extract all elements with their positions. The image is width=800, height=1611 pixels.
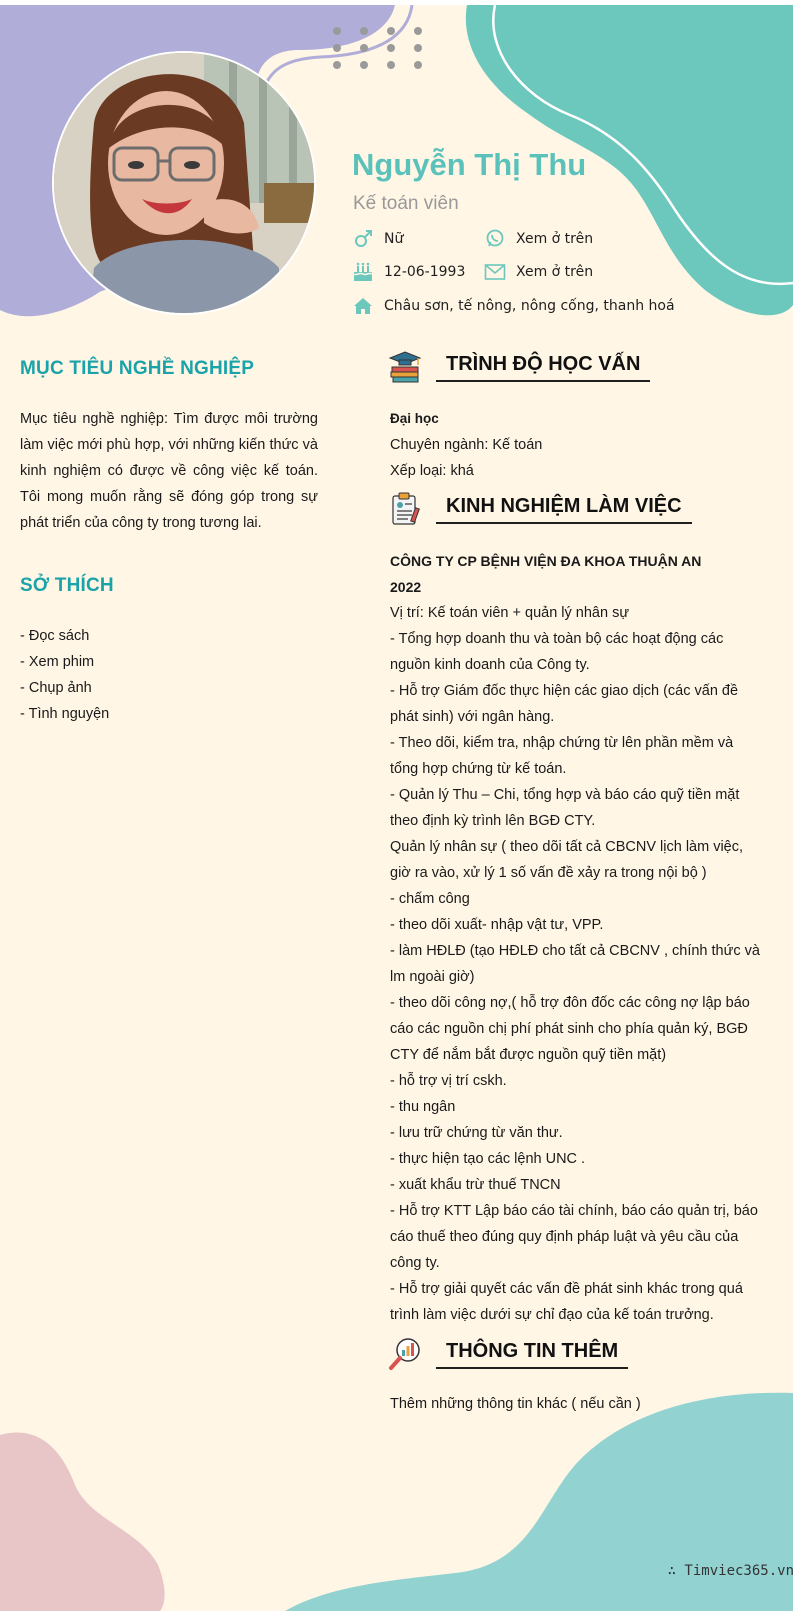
education-title: TRÌNH ĐỘ HỌC VẤN xyxy=(436,353,650,382)
phone-row xyxy=(484,229,593,249)
experience-line: - làm HĐLĐ (tạo HĐLĐ cho tất cả CBCNV , chính thức và lm ngoài giờ) xyxy=(390,943,760,985)
hobby-item: - Chụp ảnh xyxy=(20,680,92,696)
experience-content xyxy=(390,548,765,1328)
education-school: Đại học xyxy=(390,411,439,426)
page-edge xyxy=(793,0,800,1611)
additional-title: THÔNG TIN THÊM xyxy=(436,1340,628,1369)
profile-photo xyxy=(52,51,316,315)
additional-content xyxy=(390,1391,765,1417)
experience-line: - hỗ trợ vị trí cskh. xyxy=(390,1073,507,1089)
watermark-text: Timviec365.vn xyxy=(684,1563,794,1579)
education-header xyxy=(388,350,650,384)
experience-year: 2022 xyxy=(390,579,422,595)
watermark-mark: ∴ xyxy=(667,1563,685,1579)
experience-line: - theo dõi xuất- nhập vật tư, VPP. xyxy=(390,917,604,933)
magnifier-chart-icon xyxy=(388,1337,422,1371)
company-name: CÔNG TY CP BỆNH VIỆN ĐA KHOA THUẬN AN xyxy=(390,553,702,569)
dob-row xyxy=(352,262,465,282)
experience-line: - Quản lý Thu – Chi, tổng hợp và báo cáo quỹ tiền mặt theo định kỳ trình lên BGĐ CTY. xyxy=(390,787,740,829)
education-major: Chuyên ngành: Kế toán xyxy=(390,437,543,453)
experience-line: Vị trí: Kế toán viên + quản lý nhân sự xyxy=(390,605,630,621)
experience-title: KINH NGHIỆM LÀM VIỆC xyxy=(436,495,692,524)
birthday-cake-icon xyxy=(352,262,374,282)
experience-line: - xuất khẩu trừ thuế TNCN xyxy=(390,1177,561,1193)
whatsapp-icon xyxy=(484,229,506,249)
additional-header xyxy=(388,1337,628,1371)
job-title: Kế toán viên xyxy=(353,193,459,214)
experience-line: - Hỗ trợ KTT Lập báo cáo tài chính, báo cáo quản trị, báo cáo thuế theo đúng quy định pháp luật và yêu cầu của công ty. xyxy=(390,1203,758,1271)
experience-header xyxy=(388,492,692,526)
experience-line: - lưu trữ chứng từ văn thư. xyxy=(390,1125,563,1141)
watermark xyxy=(668,1563,794,1579)
hobby-item: - Xem phim xyxy=(20,654,95,670)
objective-text: Mục tiêu nghề nghiệp: Tìm được môi trường làm việc mới phù hợp, với những kiến thức và kinh nghiệm có được về công việc kế toán. Tôi mong muốn rằng sẽ đóng góp trong sự phát triển của công ty trong tương lai. xyxy=(20,411,318,531)
home-icon xyxy=(352,296,374,316)
cv-page xyxy=(0,5,793,1611)
resume-clipboard-icon xyxy=(388,492,422,526)
hobby-item: - Tình nguyện xyxy=(20,706,110,722)
email-value: Xem ở trên xyxy=(516,264,594,280)
experience-line: - thực hiện tạo các lệnh UNC . xyxy=(390,1151,586,1167)
objective-title: MỤC TIÊU NGHỀ NGHIỆP xyxy=(20,358,255,379)
hobbies-title: SỞ THÍCH xyxy=(20,575,114,596)
experience-line: - Hỗ trợ giải quyết các vấn đề phát sinh khác trong quá trình làm việc dưới sự chỉ đạo của kế toán trưởng. xyxy=(390,1281,743,1323)
email-row xyxy=(484,262,593,282)
experience-line: - thu ngân xyxy=(390,1099,456,1115)
education-content xyxy=(390,406,765,484)
experience-line: - Theo dõi, kiểm tra, nhập chứng từ lên phần mềm và tổng hợp chứng từ kế toán. xyxy=(390,735,734,777)
dob-value: 12-06-1993 xyxy=(384,264,466,280)
gender-value: Nữ xyxy=(384,231,404,247)
hobby-item: - Đọc sách xyxy=(20,628,90,644)
pink-blob xyxy=(0,1432,165,1611)
experience-line: - chấm công xyxy=(390,891,470,907)
education-rank: Xếp loại: khá xyxy=(390,463,474,479)
gender-row xyxy=(352,229,403,249)
phone-value: Xem ở trên xyxy=(516,231,594,247)
address-row xyxy=(352,296,675,316)
envelope-icon xyxy=(484,262,506,282)
gender-icon xyxy=(352,229,374,249)
experience-line: - Hỗ trợ Giám đốc thực hiện các giao dịch (các vấn đề phát sinh) với ngân hàng. xyxy=(390,683,739,725)
experience-line: - Tổng hợp doanh thu và toàn bộ các hoạt động các nguồn kinh doanh của Công ty. xyxy=(390,631,724,673)
books-graduation-cap-icon xyxy=(388,350,422,384)
candidate-name: Nguyễn Thị Thu xyxy=(352,147,587,182)
experience-line: Quản lý nhân sự ( theo dõi tất cả CBCNV lịch làm việc, giờ ra vào, xử lý 1 số vấn đề xảy ra trong nội bộ ) xyxy=(390,839,744,881)
hobbies-list xyxy=(20,623,109,727)
experience-line: - theo dõi công nợ,( hỗ trợ đôn đốc các công nợ lập báo cáo các nguồn chị phí phát sinh cho phía quản ký, BGĐ CTY để nắm bắt được nguồn quỹ tiền mặt) xyxy=(390,995,750,1063)
address-value: Châu sơn, tế nông, nông cống, thanh hoá xyxy=(384,298,675,314)
additional-text: Thêm những thông tin khác ( nếu cần ) xyxy=(390,1396,641,1412)
